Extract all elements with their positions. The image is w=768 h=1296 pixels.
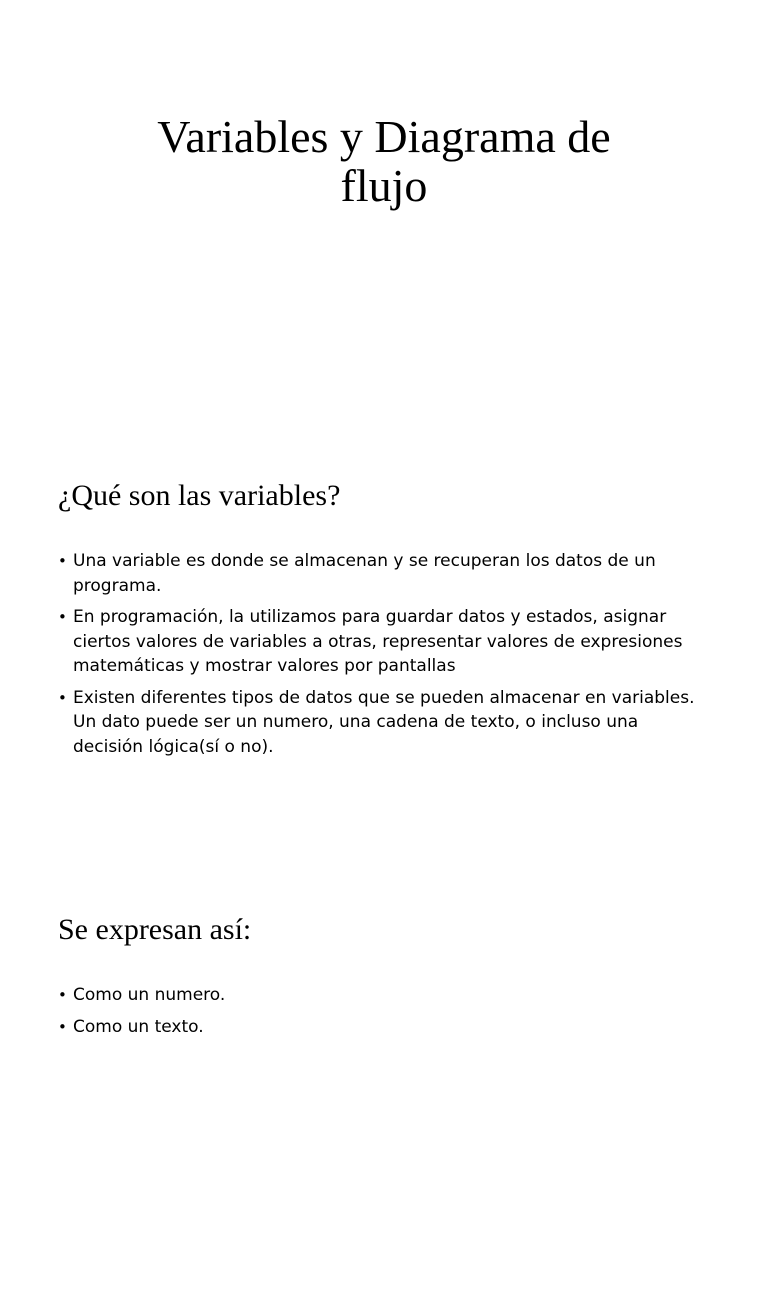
bullet-item — [58, 549, 708, 598]
presentation-title — [84, 112, 684, 210]
variables-slide — [0, 432, 768, 864]
bullet-icon: • — [58, 552, 67, 570]
bullet-icon: • — [58, 608, 67, 626]
title-slide — [0, 0, 768, 432]
bullet-icon: • — [58, 1017, 67, 1036]
bullet-item — [58, 686, 708, 760]
expression-heading: Se expresan así: — [58, 913, 252, 946]
bullet-text: Como un numero. — [73, 985, 226, 1005]
bullet-text: Como un texto. — [73, 1016, 204, 1037]
variables-bullet-list — [58, 549, 708, 766]
expression-bullet-list — [58, 983, 708, 1046]
bullet-text: Una variable es donde se almacenan y se recuperan los datos de un programa. — [73, 551, 656, 596]
title-line-2: flujo — [340, 160, 428, 211]
bullet-icon: • — [58, 688, 67, 707]
expression-slide — [0, 864, 768, 1296]
variables-heading: ¿Qué son las variables? — [58, 479, 341, 512]
bullet-text: En programación, la utilizamos para guardar datos y estados, asignar ciertos valores de variables a otras, representar valores de expresiones matemáticas y mostrar valores por pantallas — [73, 607, 683, 676]
bullet-icon: • — [58, 986, 67, 1004]
bullet-item — [58, 605, 708, 679]
bullet-text: Existen diferentes tipos de datos que se pueden almacenar en variables. Un dato puede ser un numero, una cadena de texto, o incluso una decisión lógica(sí o no). — [73, 687, 695, 757]
title-line-1: Variables y Diagrama de — [157, 111, 611, 162]
bullet-item — [58, 983, 708, 1008]
bullet-item — [58, 1015, 708, 1040]
